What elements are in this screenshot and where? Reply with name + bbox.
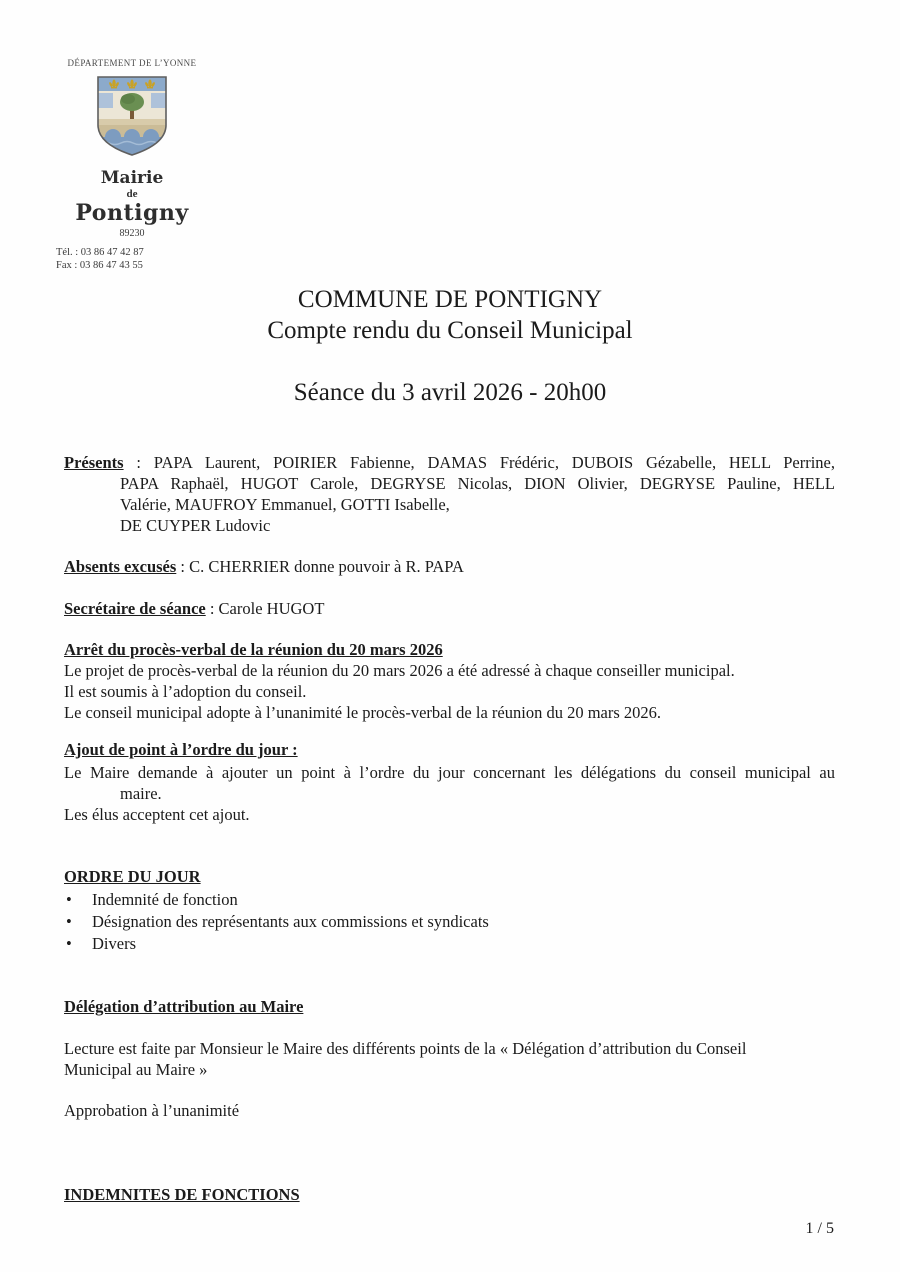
ajout-section (64, 739, 835, 825)
secretary-text: : Carole HUGOT (205, 599, 325, 618)
mairie-word: Mairie (100, 168, 164, 188)
postal-code: 89230 (119, 228, 145, 239)
page-number: 1 / 5 (805, 1220, 834, 1237)
absents-label: Absents excusés (64, 557, 177, 576)
absents-line (64, 556, 835, 577)
ajout-line-3: Les élus acceptent cet ajout. (64, 805, 250, 824)
presents-line-1 (64, 452, 835, 473)
bullet-icon: • (66, 912, 72, 931)
mairie-word: Pontigny (75, 200, 189, 226)
document-subtitle: Compte rendu du Conseil Municipal (267, 317, 633, 344)
ajout-line-2: maire. (120, 784, 162, 803)
list-item (64, 911, 835, 933)
document-body (64, 452, 835, 1205)
presents-paragraph (64, 452, 835, 536)
list-item (64, 933, 835, 955)
indemnites-heading: INDEMNITES DE FONCTIONS (64, 1185, 300, 1204)
ordre-du-jour-heading: ORDRE DU JOUR (64, 867, 201, 886)
secretary-line (64, 598, 835, 619)
presents-line-3: Valérie, MAUFROY Emmanuel, GOTTI Isabelle, (120, 495, 450, 514)
secretary-label: Secrétaire de séance (64, 599, 206, 618)
mairie-word: de (126, 188, 138, 200)
pontigny-coat-of-arms (93, 73, 171, 161)
pv-line-2: Il est soumis à l’adoption du conseil. (64, 682, 307, 701)
absents-text: : C. CHERRIER donne pouvoir à R. PAPA (176, 557, 464, 576)
list-item-label: Indemnité de fonction (92, 890, 238, 909)
ajout-line-1: Le Maire demande à ajouter un point à l’ordre du jour concernant les délégations du conseil municipal au (64, 763, 835, 782)
fax-number: Fax : 03 86 47 43 55 (56, 260, 143, 271)
delegation-line-2: Municipal au Maire » (64, 1060, 208, 1079)
ajout-heading: Ajout de point à l’ordre du jour : (64, 740, 298, 759)
pv-section (64, 639, 835, 723)
indemnites-section (64, 1184, 835, 1205)
bullet-icon: • (66, 890, 72, 909)
letterhead (56, 58, 208, 272)
pv-line-3: Le conseil municipal adopte à l’unanimité le procès-verbal de la réunion du 20 mars 2026. (64, 703, 662, 722)
presents-line-2: PAPA Raphaël, HUGOT Carole, DEGRYSE Nicolas, DION Olivier, DEGRYSE Pauline, HELL (120, 474, 835, 493)
list-item (64, 889, 835, 911)
session-date: Séance du 3 avril 2026 - 20h00 (293, 379, 607, 406)
list-item-label: Désignation des représentants aux commissions et syndicats (92, 912, 489, 931)
list-item-label: Divers (92, 934, 136, 953)
pv-heading: Arrêt du procès-verbal de la réunion du 20 mars 2026 (64, 640, 443, 659)
ordre-du-jour-list (64, 889, 835, 955)
delegation-heading: Délégation d’attribution au Maire (64, 997, 304, 1016)
bullet-icon: • (66, 934, 72, 953)
ordre-du-jour-section (64, 866, 835, 955)
pv-line-1: Le projet de procès-verbal de la réunion du 20 mars 2026 a été adressé à chaque conseiller municipal. (64, 661, 735, 680)
presents-label: Présents (64, 453, 124, 472)
delegation-section (64, 996, 835, 1121)
approbation-text: Approbation à l’unanimité (64, 1101, 240, 1120)
delegation-paragraph (64, 1038, 835, 1080)
presents-names: : PAPA Laurent, POIRIER Fabienne, DAMAS Frédéric, DUBOIS Gézabelle, HELL Perrine, (123, 453, 835, 472)
department-name: DÉPARTEMENT DE L’YONNE (67, 58, 197, 68)
presents-line-4: DE CUYPER Ludovic (120, 516, 271, 535)
document-title: COMMUNE DE PONTIGNY (297, 286, 603, 313)
delegation-line-1: Lecture est faite par Monsieur le Maire des différents points de la « Délégation d’attribution du Conseil (64, 1039, 747, 1058)
phone-number: Tél. : 03 86 47 42 87 (56, 247, 144, 258)
contact-block (56, 246, 208, 272)
